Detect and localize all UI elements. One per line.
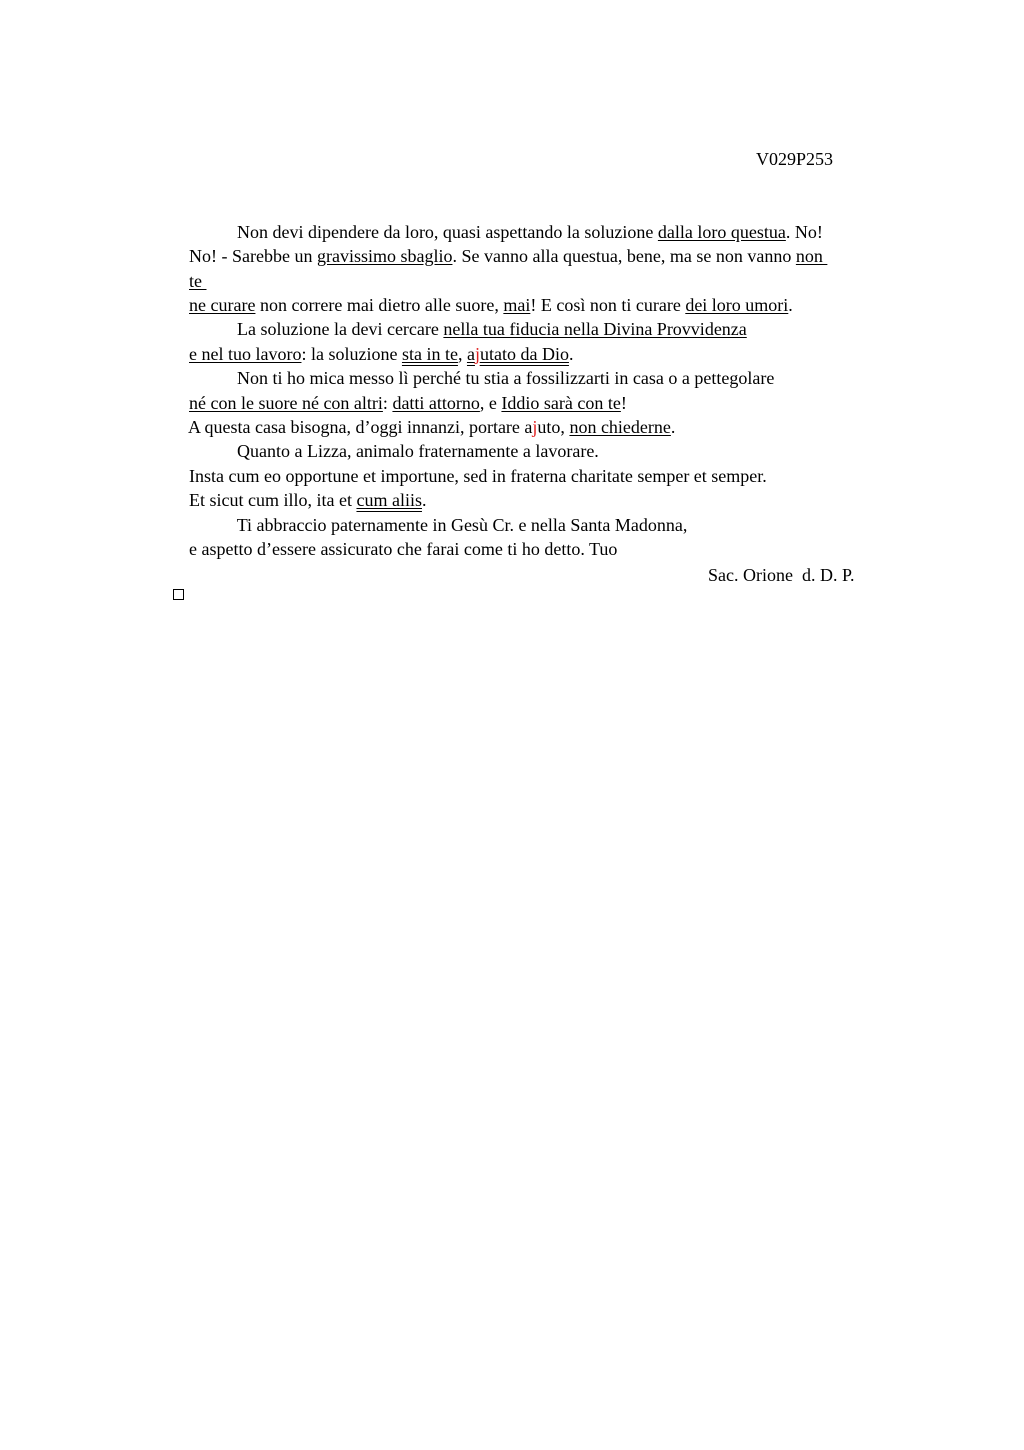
underlined-text: dalla loro questua: [657, 222, 786, 242]
text-segment: Non ti ho mica messo lì perché tu stia a fossilizzarti in casa o a pettegolare: [237, 368, 775, 388]
underlined-text: te: [189, 271, 207, 291]
text-segment: La soluzione la devi cercare: [237, 319, 444, 339]
text-segment: A questa casa bisogna, d’oggi innanzi, portare a: [188, 417, 533, 437]
document-code: V029P253: [756, 149, 834, 169]
underlined-text: né con le suore né con altri: [189, 393, 383, 413]
text-segment: : la soluzione: [301, 344, 402, 364]
text-segment: . Se vanno alla questua, bene, ma se non vanno: [452, 246, 796, 266]
text-segment: . No!: [785, 222, 823, 242]
text-segment: !: [620, 393, 627, 413]
underlined-text: dei loro umori: [685, 295, 789, 315]
underlined-text: nella tua fiducia nella Divina Provvidenza: [443, 319, 747, 339]
text-segment: ! E così non ti curare: [530, 295, 686, 315]
text-segment: .: [670, 417, 676, 437]
text-segment: No! - Sarebbe un: [189, 246, 317, 266]
text-segment: e aspetto d’essere assicurato che farai come ti ho detto. Tuo: [189, 539, 618, 559]
text-segment: .: [788, 295, 793, 315]
underlined-text: ne curare: [189, 295, 256, 315]
double-underlined-text: sta in te: [401, 344, 458, 364]
underlined-text: non: [795, 246, 828, 266]
double-underlined-text: a: [466, 344, 475, 364]
checkbox-square-icon: [173, 589, 184, 600]
text-segment: non correre mai dietro alle suore,: [255, 295, 504, 315]
text-line-14: [171, 513, 617, 585]
underlined-text: e nel tuo lavoro: [189, 344, 302, 364]
text-segment: :: [382, 393, 393, 413]
text-segment: Et sicut cum illo, ita et: [189, 490, 357, 510]
red-letter: j: [532, 417, 538, 437]
text-segment: , e: [479, 393, 502, 413]
text-segment: .: [568, 344, 574, 364]
text-segment: Insta cum eo opportune et importune, sed in fraterna charitate semper et semper.: [189, 466, 767, 486]
double-underlined-text: utato da Dio: [479, 344, 569, 364]
signature: Sac. Orione d. D. P.: [708, 565, 855, 585]
text-segment: Ti abbraccio paternamente in Gesù Cr. e nella Santa Madonna,: [236, 515, 688, 535]
text-segment: Non devi dipendere da loro, quasi aspettando la soluzione: [237, 222, 658, 242]
underlined-text: Iddio sarà con te: [501, 393, 621, 413]
underlined-text: gravissimo sbaglio: [316, 246, 453, 266]
text-segment: .: [421, 490, 427, 510]
double-underlined-text: cum aliis: [356, 490, 422, 510]
underlined-text: non chiederne: [569, 417, 671, 437]
text-segment: ,: [457, 344, 467, 364]
red-letter: j: [474, 344, 480, 364]
underlined-text: mai: [503, 295, 531, 315]
text-segment: Quanto a Lizza, animalo fraternamente a lavorare.: [237, 441, 599, 461]
text-segment: uto,: [537, 417, 570, 437]
underlined-text: datti attorno: [392, 393, 480, 413]
